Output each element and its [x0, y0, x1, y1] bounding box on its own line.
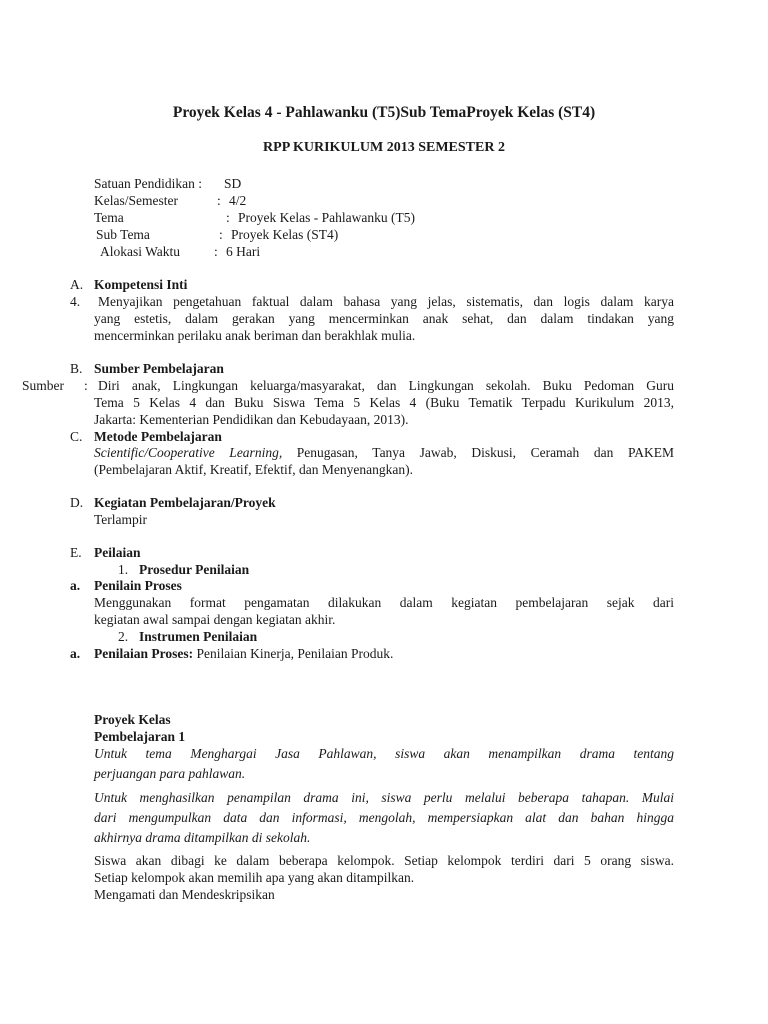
- section-c-heading: Metode Pembelajaran: [94, 429, 222, 444]
- info-colon-kelas: :: [217, 193, 221, 208]
- section-a-line-2: yang estetis, dalam gerakan yang mencerminkan anak sehat, dan dalam tindakan yang: [94, 311, 674, 326]
- section-e-sub2: Instrumen Penilaian: [139, 629, 258, 644]
- section-b-line-3: Jakarta: Kementerian Pendidikan dan Kebudayaan, 2013).: [94, 412, 409, 427]
- section-d-heading: Kegiatan Pembelajaran/Proyek: [94, 495, 276, 510]
- section-c-marker: C.: [70, 429, 83, 444]
- pembelajaran-heading: Pembelajaran 1: [94, 729, 186, 744]
- info-value-kelas: 4/2: [229, 193, 247, 208]
- section-e-a2-marker: a.: [70, 646, 81, 661]
- section-b-heading: Sumber Pembelajaran: [94, 361, 224, 376]
- section-b-label: Sumber: [22, 378, 64, 393]
- section-b-line-1: Diri anak, Lingkungan keluarga/masyarakat, dan Lingkungan sekolah. Buku Pedoman Guru: [98, 378, 674, 393]
- info-value-alokasi: 6 Hari: [226, 244, 261, 259]
- section-e-a1-line-2: kegiatan awal sampai dengan kegiatan akhir.: [94, 612, 336, 627]
- section-e-a2-line: [94, 645, 393, 662]
- section-b-colon: :: [84, 378, 88, 393]
- section-e-a1-heading: Penilain Proses: [94, 578, 182, 593]
- proyek-para2-line-2: dari mengumpulkan data dan informasi, mengolah, mempersiapkan alat dan bahan hingga: [94, 810, 674, 825]
- section-e-sub1: Prosedur Penilaian: [139, 562, 250, 577]
- proyek-para2-line-3: akhirnya drama ditampilkan di sekolah.: [94, 830, 311, 845]
- section-e-a2-text: Penilaian Kinerja, Penilaian Produk.: [193, 646, 394, 661]
- info-colon-tema: :: [226, 210, 230, 225]
- section-e-a1-marker: a.: [70, 578, 81, 593]
- section-e-a2-heading: Penilaian Proses:: [94, 646, 194, 661]
- section-a-marker: A.: [70, 277, 84, 292]
- section-a-line-3: mencerminkan perilaku anak beriman dan berakhlak mulia.: [94, 328, 416, 343]
- document-title: Proyek Kelas 4 - Pahlawanku (T5)Sub TemaProyek Kelas (ST4): [172, 104, 596, 121]
- section-e-marker: E.: [70, 545, 82, 560]
- proyek-para3-line-2: Setiap kelompok akan memilih apa yang akan ditampilkan.: [94, 870, 415, 885]
- proyek-last-line: Mengamati dan Mendeskripsikan: [94, 887, 275, 902]
- section-a-heading: Kompetensi Inti: [94, 277, 188, 292]
- section-c-line-1: [94, 444, 674, 461]
- proyek-para1-line-1: Untuk tema Menghargai Jasa Pahlawan, siswa akan menampilkan drama tentang: [94, 746, 674, 761]
- section-c-line-2: (Pembelajaran Aktif, Kreatif, Efektif, dan Menyenangkan).: [94, 462, 414, 477]
- info-value-satuan: SD: [224, 176, 242, 191]
- info-value-subtema: Proyek Kelas (ST4): [231, 227, 339, 242]
- info-label-kelas: Kelas/Semester: [94, 193, 178, 208]
- section-d-text: Terlampir: [94, 512, 148, 527]
- section-b-line-2: Tema 5 Kelas 4 dan Buku Siswa Tema 5 Kelas 4 (Buku Tematik Terpadu Kurikulum 2013,: [94, 395, 674, 410]
- document-subtitle: RPP KURIKULUM 2013 SEMESTER 2: [263, 140, 505, 155]
- proyek-para3-line-1: Siswa akan dibagi ke dalam beberapa kelompok. Setiap kelompok terdiri dari 5 orang siswa.: [94, 853, 674, 868]
- section-b-marker: B.: [70, 361, 83, 376]
- info-value-tema: Proyek Kelas - Pahlawanku (T5): [238, 210, 415, 225]
- proyek-heading: Proyek Kelas: [94, 712, 171, 727]
- info-label-satuan: Satuan Pendidikan :: [94, 176, 202, 191]
- proyek-para2-line-1: Untuk menghasilkan penampilan drama ini, siswa perlu melalui beberapa tahapan. Mulai: [94, 790, 674, 805]
- section-a-item-marker: 4.: [70, 294, 81, 309]
- section-c-italic: Scientific/Cooperative Learning,: [94, 445, 283, 460]
- info-label-tema: Tema: [94, 210, 124, 225]
- info-colon-subtema: :: [219, 227, 223, 242]
- section-e-heading: Peilaian: [94, 545, 141, 560]
- section-e-sub1-marker: 1.: [118, 562, 129, 577]
- section-a-line-1: Menyajikan pengetahuan faktual dalam bahasa yang jelas, sistematis, dan logis dalam karya: [98, 294, 674, 309]
- info-label-alokasi: Alokasi Waktu: [100, 244, 181, 259]
- section-e-a1-line-1: Menggunakan format pengamatan dilakukan dalam kegiatan pembelajaran sejak dari: [94, 595, 674, 610]
- section-d-marker: D.: [70, 495, 84, 510]
- section-c-line-1-rest: Penugasan, Tanya Jawab, Diskusi, Ceramah dan PAKEM: [282, 445, 674, 460]
- info-label-subtema: Sub Tema: [96, 227, 150, 242]
- section-e-sub2-marker: 2.: [118, 629, 129, 644]
- proyek-para1-line-2: perjuangan para pahlawan.: [94, 766, 246, 781]
- info-colon-alokasi: :: [214, 244, 218, 259]
